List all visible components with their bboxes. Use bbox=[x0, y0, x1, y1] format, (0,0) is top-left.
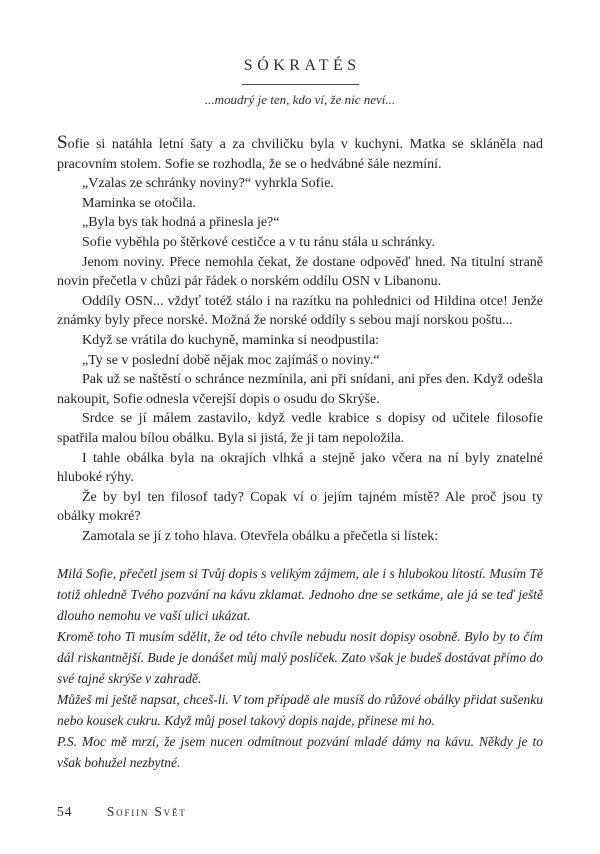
body-paragraph: Oddíly OSN... vždyť totéž stálo i na razítku na pohlednici od Hildina otce! Jenže známky byly přece norské. Možná že norské oddíly s sebou mají norskou poštu... bbox=[57, 293, 543, 329]
letter-paragraph: P.S. Moc mě mrzí, že jsem nucen odmítnout pozvání mladé dámy na kávu. Někdy je to však bohužel nezbytné. bbox=[57, 734, 543, 771]
letter-paragraph: Milá Sofie, přečetl jsem si Tvůj dopis s velikým zájmem, ale i s hlubokou lítostí. Musím Tě totiž ohledně Tvého pozvání na kávu zklamat. Jednoho dne se setkáme, ale já se teď ještě dlouho nemohu ve vaší ulici ukázat. bbox=[57, 566, 543, 624]
body-paragraph: Jenom noviny. Přece nemohla čekat, že dostane odpověď hned. Na titulní straně novin přečetla v chůzi pár řádek o norském oddílu OSN v Libanonu. bbox=[57, 254, 543, 290]
body-paragraph: Sofie vyběhla po štěrkové cestičce a v tu ránu stála u schránky. bbox=[82, 234, 435, 250]
page-footer bbox=[57, 804, 187, 820]
chapter-header bbox=[57, 57, 543, 108]
title-divider bbox=[242, 84, 359, 85]
body-paragraph: Zamotala se jí z toho hlava. Otevřela obálku a přečetla si lístek: bbox=[82, 528, 439, 544]
body-paragraph: Když se vrátila do kuchyně, maminka si neodpustila: bbox=[82, 332, 380, 348]
body-paragraph: Srdce se jí málem zastavilo, když vedle krabice s dopisy od učitele filosofie spatřila malou bílou obálku. Byla si jistá, že ji tam nepoložila. bbox=[57, 411, 543, 446]
letter-paragraph: Kromě toho Ti musím sdělit, že od této chvíle nebudu nosit dopisy osobně. Bylo by to čím dál riskantnější. Bude je donášet můj malý poslíček. Zato však je budeš dostávat přímo do své tajné skrýše v zahradě. bbox=[57, 629, 543, 687]
chapter-title: SÓKRATÉS bbox=[243, 57, 361, 74]
letter-text bbox=[57, 563, 543, 773]
body-paragraph: „Vzalas ze schránky noviny?“ vyhrkla Sofie. bbox=[82, 176, 334, 192]
body-paragraph: Že by byl ten filosof tady? Copak ví o jejím tajném místě? Ale proč jsou ty obálky mokré? bbox=[57, 489, 543, 525]
body-paragraph: Maminka se otočila. bbox=[82, 195, 196, 211]
page-number: 54 bbox=[57, 804, 73, 819]
chapter-epigraph: ...moudrý je ten, kdo ví, že nic neví... bbox=[204, 92, 396, 107]
body-paragraph: Pak už se naštěstí o schránce nezmínila, ani při snídani, ani přes den. Když odešla nakoupit, Sofie odnesla včerejší dopis o osudu do Skrýše. bbox=[57, 372, 543, 407]
book-title: Sofiin Svět bbox=[106, 804, 187, 819]
body-text bbox=[57, 133, 543, 546]
body-paragraph: „Byla bys tak hodná a přinesla je?“ bbox=[82, 215, 280, 231]
body-paragraph: I tahle obálka byla na okrajích vlhká a stejně jako včera na ní byly znatelné hluboké rýhy. bbox=[57, 450, 543, 486]
letter-paragraph: Můžeš mi ještě napsat, chceš-li. V tom případě ale musíš do růžové obálky přidat sušenku nebo kousek cukru. Když můj posel takový dopis najde, přinese mi ho. bbox=[57, 692, 543, 729]
body-paragraph: Sofie si natáhla letní šaty a za chviličku byla v kuchyni. Matka se skláněla nad pracovním stolem. Sofie se rozhodla, že se o hedvábné šále nezmíní. bbox=[57, 132, 543, 172]
body-paragraph: „Ty se v poslední době nějak moc zajímáš o noviny.“ bbox=[82, 352, 380, 368]
